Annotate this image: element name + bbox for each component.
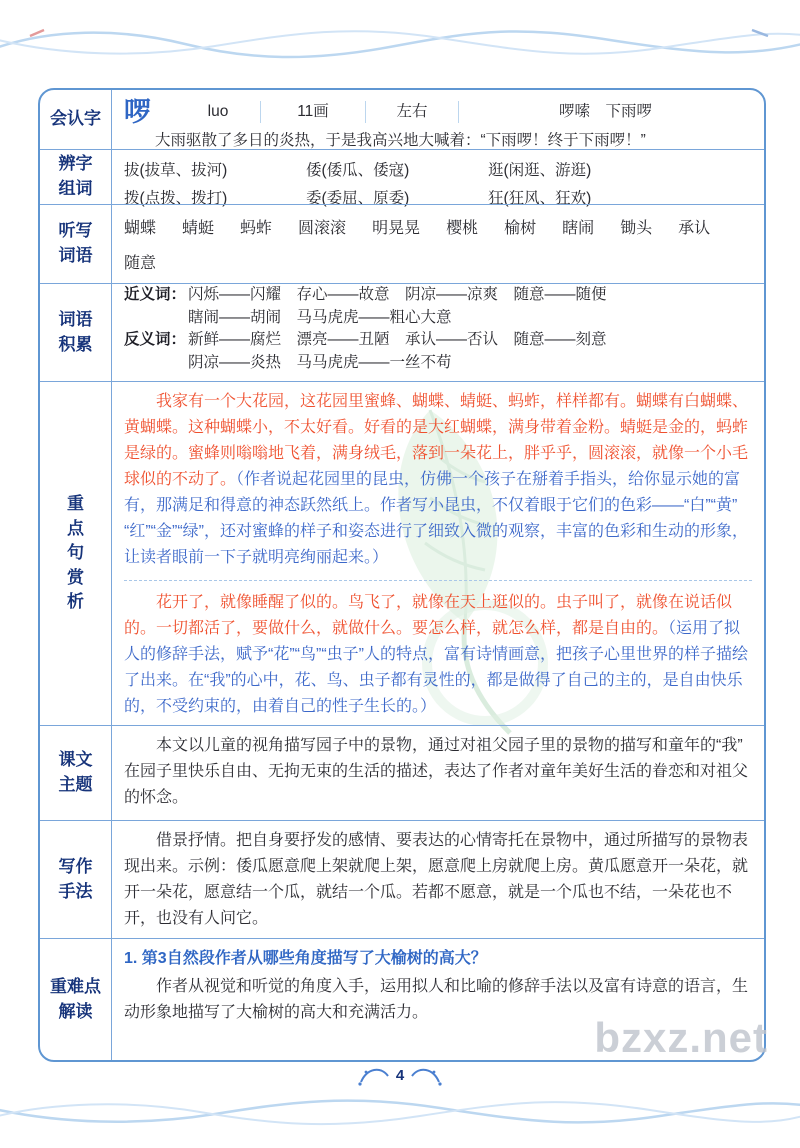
accumulation-text: 阴凉——炎热 马马虎虎——一丝不苟 [188,353,452,371]
analysis-block [124,389,752,571]
page-ornament-left-icon [357,1062,391,1088]
row-word-accumulation [40,283,764,381]
technique-paragraph: 借景抒情。把自身要抒发的感情、要表达的心情寄托在景物中，通过所描写的景物表现出来。示例：倭瓜愿意爬上架就爬上架，愿意爬上房就爬上房。黄瓜愿意开一朵花，就开一朵花，愿意结一个瓜，就结一个瓜。若都不愿意，就是一个瓜也不结，一朵花也不开，也没有人问它。 [124,832,749,927]
row-writing-technique [40,820,764,938]
dictation-words-content [112,205,764,283]
dictation-word: 明晃晃 [372,220,421,237]
accumulation-text: 瞎闹——胡闹 马马虎虎——粗心大意 [188,308,452,326]
accumulation-tag [124,352,188,375]
accumulation-text: 新鲜——腐烂 漂亮——丑陋 承认——否认 随意——刻意 [188,331,607,348]
site-watermark: bzxz.net [594,1014,768,1061]
stroke-count: 11画 [260,101,365,123]
word-group-item: 委(委屈、原委) [306,190,410,207]
know-characters-content [112,90,764,149]
row-dictation-words [40,204,764,283]
word-group-item: 倭(倭瓜、倭寇) [306,162,410,179]
example-words: 啰嗦 下雨啰 [458,101,752,123]
dictation-word: 榆树 [504,220,537,237]
accumulation-line [124,284,752,307]
character-structure: 左右 [365,101,458,123]
accumulation-line [124,329,752,352]
analysis-note: （作者说起花园里的昆虫，仿佛一个孩子在掰着手指头，给你显示她的富有，那满足和得意的神态跃然纸上。作者写小昆虫，不仅着眼于它们的色彩——“白”“黄”“红”“金”“绿”，还对蜜蜂的样子和姿态进行了细致入微的观察，丰富的色彩和生动的形象，让读者眼前一下子就明亮绚丽起来。） [124,471,748,566]
character-info-bar [124,97,752,127]
dictation-word: 蚂蚱 [240,220,273,237]
row-label-know-characters: 会认字 [40,90,112,149]
dictation-word-list [124,212,752,277]
example-sentence: 大雨驱散了多日的炎热，于是我高兴地大喊着：“下雨啰！终于下雨啰！” [155,132,646,149]
accumulation-tag: 近义词： [124,286,187,303]
key-sentence: 我家有一个大花园，这花园里蜜蜂、蝴蝶、蜻蜓、蚂蚱，样样都有。蝴蝶有白蝴蝶、黄蝴蝶。这种蝴蝶小，不太好看。好看的是大红蝴蝶，满身带着金粉。蜻蜓是金的，蚂蚱是绿的。蜜蜂则嗡嗡地飞着，满身绒毛，落到一朵花上，胖乎乎，圆滚滚，就像一个小毛球似的不动了。 [124,393,749,488]
analysis-note: （运用了拟人的修辞手法，赋予“花”“鸟”“虫子”人的特点，富有诗情画意，把孩子心里世界的样子描绘了出来。在“我”的心中，花、鸟、虫子都有灵性的，都是做得了自己的主的，是自由快乐的，不受约束的，由着自己的性子生长的。） [124,620,748,715]
top-wave-decoration [0,10,800,68]
sentence-analysis-content [112,382,764,725]
row-text-theme [40,725,764,820]
study-table [38,88,766,1062]
differentiate-words-content [112,150,764,207]
accumulation-line [124,307,752,330]
accumulation-tag [124,307,188,330]
analysis-block [124,580,752,720]
dictation-word: 随意 [124,255,157,272]
row-label-writing-technique: 写作 手法 [40,821,112,938]
dictation-word: 蝴蝶 [124,220,157,237]
question-text: 1. 第3自然段作者从哪些角度描写了大榆树的高大？ [124,950,487,967]
new-character: 啰 [124,97,151,127]
row-label-differentiate-words: 辨字 组词 [40,150,112,204]
text-theme-content [112,726,764,820]
answer-text: 作者从视觉和听觉的角度入手，运用拟人和比喻的修辞手法以及富有诗意的语言，生动形象地描写了大榆树的高大和充满活力。 [124,978,749,1021]
row-label-text-theme: 课文 主题 [40,726,112,820]
accumulation-tag: 反义词： [124,331,187,348]
row-differentiate-words [40,149,764,207]
row-label-dictation-words: 听写 词语 [40,205,112,283]
word-group-item: 拔(拔草、拔河) [124,162,228,179]
bottom-wave-decoration [0,1086,800,1136]
dictation-word: 樱桃 [446,220,479,237]
page-number-area [0,1062,800,1088]
theme-paragraph: 本文以儿童的视角描写园子中的景物，通过对祖父园子里的景物的描写和童年的“我”在园子里快乐自由、无拘无束的生活的描述，表达了作者对童年美好生活的眷恋和对祖父的怀念。 [124,737,749,806]
dictation-word: 蜻蜓 [182,220,215,237]
dictation-word: 瞎闹 [562,220,595,237]
word-group-item: 拨(点拨、拨打) [124,190,228,207]
writing-technique-content [112,821,764,938]
row-label-sentence-analysis: 重 点 句 赏 析 [40,382,112,725]
word-group-grid [124,157,752,211]
word-group-item: 狂(狂风、狂欢) [488,190,592,207]
pinyin-text: luo [207,103,229,120]
key-sentence: 花开了，就像睡醒了似的。鸟飞了，就像在天上逛似的。虫子叫了，就像在说话似的。一切都活了，要做什么，就做什么。要怎么样，就怎么样，都是自由的。 [124,594,733,637]
row-label-difficult-points: 重难点 解读 [40,939,112,1060]
dictation-word: 锄头 [620,220,653,237]
accumulation-text: 闪烁——闪耀 存心——故意 阴凉——凉爽 随意——随便 [188,286,607,303]
word-accumulation-content [112,284,764,381]
page-number: 4 [395,1066,405,1084]
dictation-word: 圆滚滚 [298,220,347,237]
row-sentence-analysis [40,381,764,725]
dictation-word: 承认 [678,220,711,237]
accumulation-line [124,352,752,375]
page-ornament-right-icon [409,1062,443,1088]
word-group-item: 逛(闲逛、游逛) [488,162,592,179]
row-know-characters [40,90,764,149]
row-label-word-accumulation: 词语 积累 [40,284,112,381]
